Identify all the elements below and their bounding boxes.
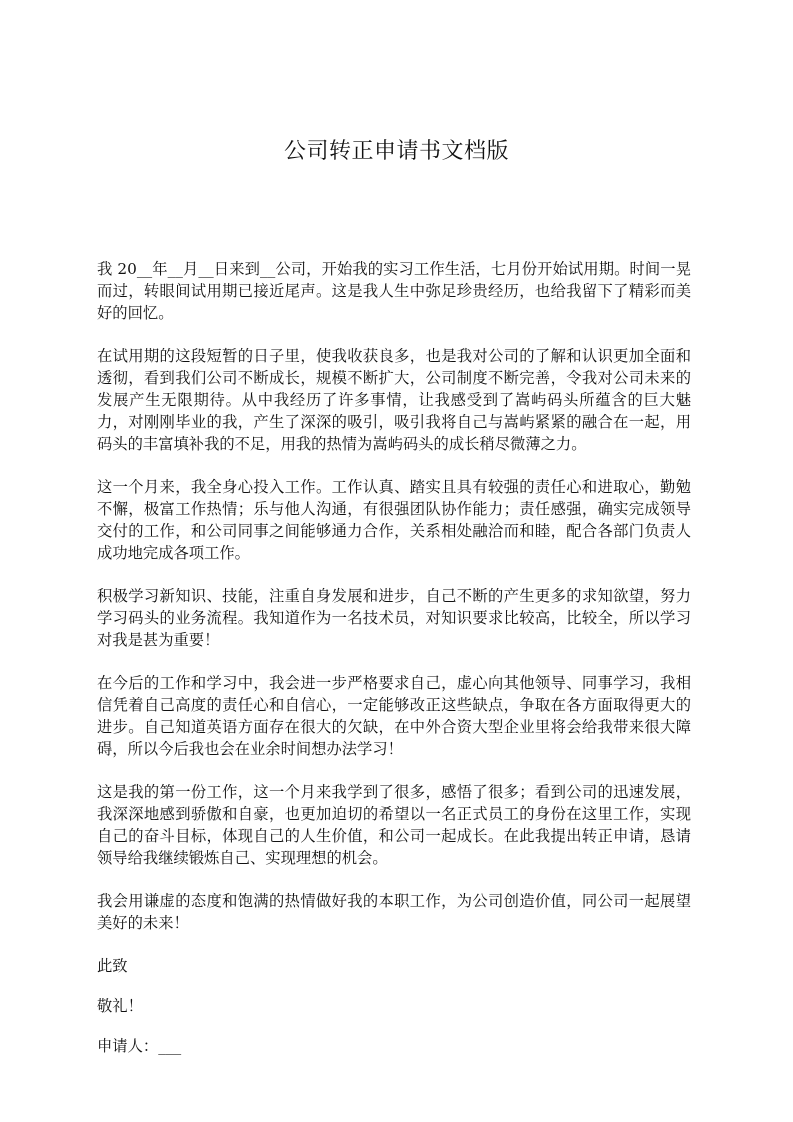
paragraph-4: 积极学习新知识、技能，注重自身发展和进步，自己不断的产生更多的求知欲望，努力学习码头的业务流程。我知道作为一名技术员，对知识要求比较高，比较全，所以学习对我是甚为重要！ bbox=[97, 587, 691, 649]
document-title: 公司转正申请书文档版 bbox=[283, 139, 509, 164]
paragraph-6: 这是我的第一份工作，这一个月来我学到了很多，感悟了很多；看到公司的迅速发展，我深深地感到骄傲和自豪，也更加迫切的希望以一名正式员工的身份在这里工作，实现自己的奋斗目标，体现自己的人生价值，和公司一起成长。在此我提出转正申请，恳请领导给我继续锻炼自己、实现理想的机会。 bbox=[97, 783, 691, 867]
paragraph-2: 在试用期的这段短暂的日子里，使我收获良多，也是我对公司的了解和认识更加全面和透彻，看到我们公司不断成长，规模不断扩大，公司制度不断完善，令我对公司未来的发展产生无限期待。从中我经历了许多事情，让我感受到了嵩屿码头所蕴含的巨大魅力，对刚刚毕业的我，产生了深深的吸引，吸引我将自己与嵩屿紧紧的融合在一起，用码头的丰富填补我的不足，用我的热情为嵩屿码头的成长稍尽微薄之力。 bbox=[97, 347, 691, 453]
document-body bbox=[97, 258, 691, 1075]
applicant-signature-line: 申请人：___ bbox=[97, 1037, 182, 1055]
closing-regards: 敬礼！ bbox=[97, 997, 143, 1015]
closing-salutation: 此致 bbox=[97, 957, 128, 975]
paragraph-3: 这一个月来，我全身心投入工作。工作认真、踏实且具有较强的责任心和进取心，勤勉不懈，极富工作热情；乐与他人沟通，有很强团队协作能力；责任感强，确实完成领导交付的工作，和公司同事之间能够通力合作，关系相处融洽而和睦，配合各部门负责人成功地完成各项工作。 bbox=[97, 478, 691, 562]
paragraph-5: 在今后的工作和学习中，我会进一步严格要求自己，虚心向其他领导、同事学习，我相信凭着自己高度的责任心和自信心，一定能够改正这些缺点，争取在各方面取得更大的进步。自己知道英语方面存在很大的欠缺，在中外合资大型企业里将会给我带来很大障碍，所以今后我也会在业余时间想办法学习！ bbox=[97, 674, 691, 758]
paragraph-1: 我 20__年__月__日来到__公司，开始我的实习工作生活，七月份开始试用期。时间一晃而过，转眼间试用期已接近尾声。这是我人生中弥足珍贵经历，也给我留下了精彩而美好的回忆。 bbox=[97, 260, 691, 322]
paragraph-7: 我会用谦虚的态度和饱满的热情做好我的本职工作，为公司创造价值，同公司一起展望美好的未来！ bbox=[97, 892, 691, 932]
